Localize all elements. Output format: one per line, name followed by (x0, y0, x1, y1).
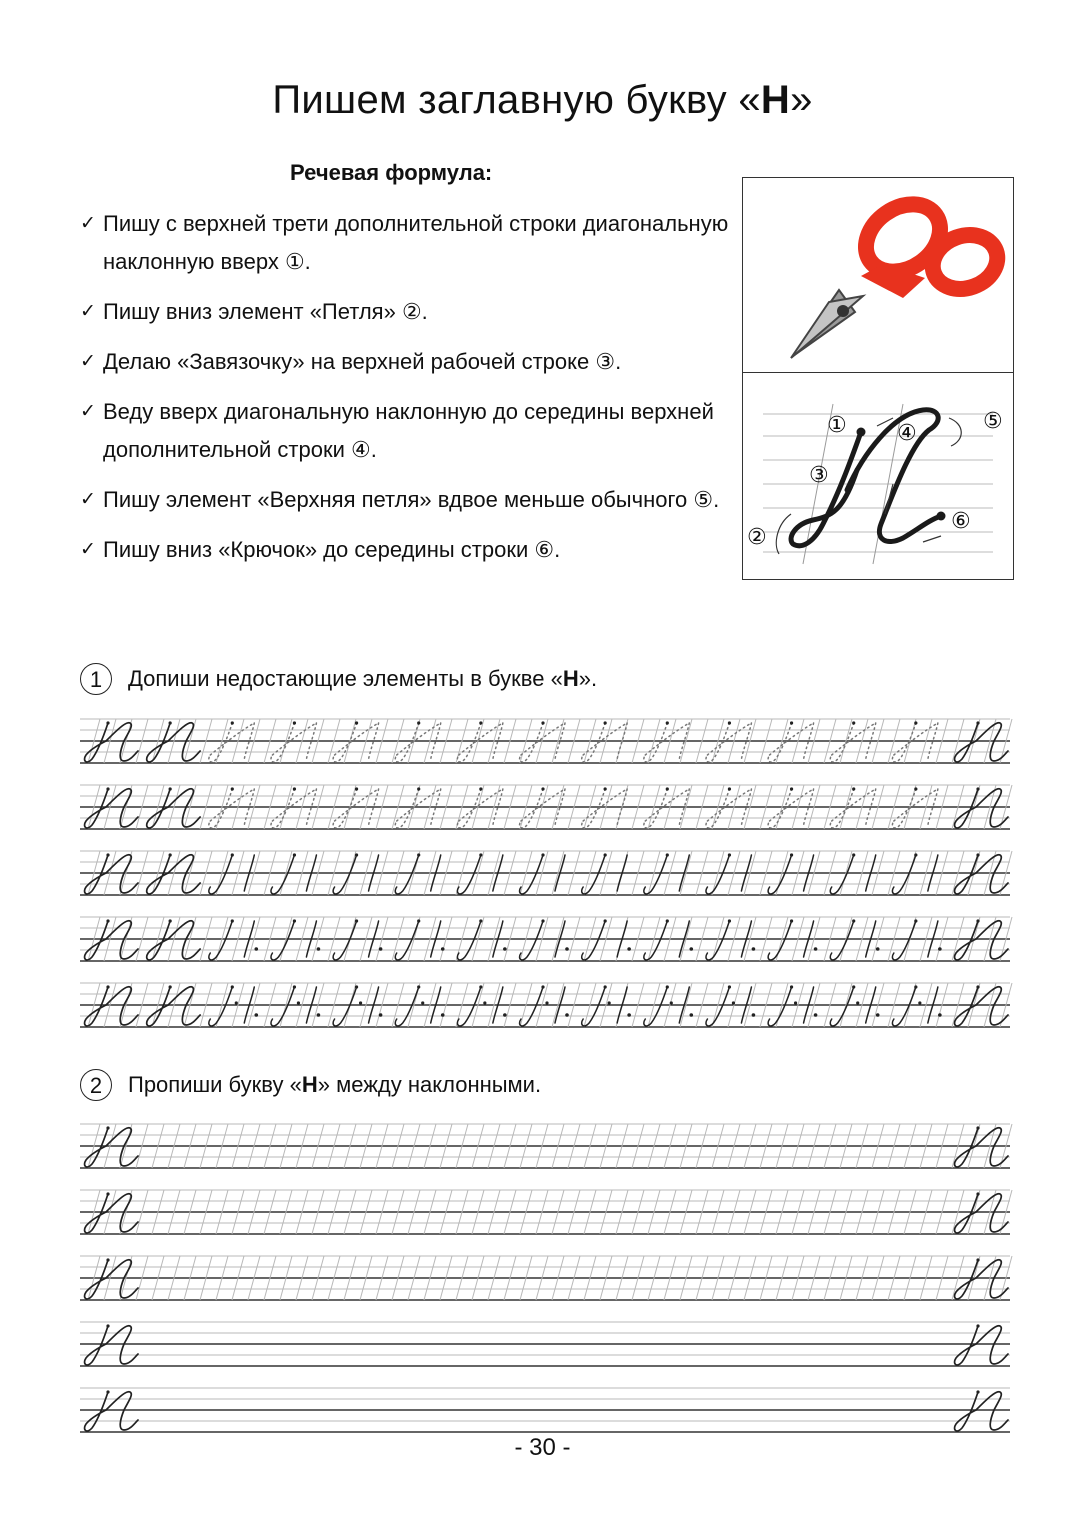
start-dot (479, 985, 482, 988)
title-letter: Н (760, 78, 791, 122)
start-dot (417, 721, 420, 724)
guide-dot (814, 1013, 818, 1017)
start-dot (231, 787, 234, 790)
start-dot (604, 919, 607, 922)
start-dot (604, 721, 607, 724)
guide-dot (441, 947, 445, 951)
task-text-suffix: » между наклонными. (317, 1072, 542, 1097)
start-dot (479, 721, 482, 724)
guide-dot (297, 1001, 300, 1004)
start-dot (852, 787, 855, 790)
guide-dot (732, 1001, 735, 1004)
start-dot (106, 919, 109, 922)
guide-dot (876, 947, 880, 951)
start-dot (790, 919, 793, 922)
start-dot (355, 721, 358, 724)
start-dot (541, 787, 544, 790)
guide-dot (254, 1013, 258, 1017)
start-dot (666, 721, 669, 724)
start-dot (293, 985, 296, 988)
guide-dot (938, 947, 942, 951)
start-dot (852, 985, 855, 988)
start-dot (976, 1126, 979, 1129)
start-dot (293, 919, 296, 922)
guide-dot (254, 947, 258, 951)
start-dot (106, 985, 109, 988)
start-dot (479, 787, 482, 790)
start-dot (293, 721, 296, 724)
start-dot (355, 985, 358, 988)
start-dot (169, 721, 172, 724)
guide-dot (379, 947, 383, 951)
guide-dot (670, 1001, 673, 1004)
start-dot (479, 919, 482, 922)
guide-dot (794, 1001, 797, 1004)
start-dot (976, 919, 979, 922)
step-marker: ③ (809, 463, 829, 488)
title-prefix: Пишем заглавную букву « (272, 78, 761, 122)
guide-dot (627, 947, 631, 951)
step-marker: ⑤ (983, 409, 1003, 434)
start-dot (914, 721, 917, 724)
start-dot (169, 853, 172, 856)
start-dot (541, 721, 544, 724)
start-dot (666, 985, 669, 988)
guide-dot (689, 947, 693, 951)
check-icon: ✓ (80, 539, 96, 560)
guide-dot (608, 1001, 611, 1004)
start-dot (976, 787, 979, 790)
guide-dot (317, 1013, 321, 1017)
start-dot (541, 853, 544, 856)
guide-dot (565, 947, 569, 951)
guide-dot (627, 1013, 631, 1017)
rule-text: Пишу вниз элемент «Петля» ②. (103, 299, 428, 324)
guide-dot (814, 947, 818, 951)
rule-text: Пишу вниз «Крючок» до середины строки ⑥. (103, 537, 561, 562)
guide-dot (918, 1001, 921, 1004)
formula-heading: Речевая формула: (290, 160, 493, 185)
start-dot (169, 787, 172, 790)
start-dot (790, 721, 793, 724)
start-dot (231, 985, 234, 988)
start-dot (106, 1192, 109, 1195)
guide-dot (545, 1001, 548, 1004)
start-dot (106, 1258, 109, 1261)
start-dot (852, 919, 855, 922)
page-number: - 30 - (514, 1434, 571, 1461)
task-number-badge: 2 (80, 1069, 112, 1101)
guide-dot (876, 1013, 880, 1017)
task-letter: Н (562, 666, 579, 691)
guide-dot (441, 1013, 445, 1017)
check-icon: ✓ (80, 301, 96, 322)
rule-text: Пишу элемент «Верхняя петля» вдвое меньше обычного ⑤. (103, 487, 720, 512)
start-dot (417, 985, 420, 988)
task-text-suffix: ». (578, 666, 598, 691)
task-letter: Н (301, 1072, 318, 1097)
step-marker: ② (747, 525, 767, 550)
task-number-badge: 1 (80, 663, 112, 695)
start-dot (790, 787, 793, 790)
check-icon: ✓ (80, 213, 96, 234)
guide-dot (856, 1001, 859, 1004)
start-dot (106, 1324, 109, 1327)
task-text-prefix: Допиши недостающие элементы в букве « (128, 666, 563, 691)
guide-dot (483, 1001, 486, 1004)
start-dot (728, 721, 731, 724)
start-dot (790, 985, 793, 988)
guide-dot (752, 1013, 756, 1017)
start-dot (914, 985, 917, 988)
start-dot (106, 1390, 109, 1393)
step-marker: ① (827, 413, 847, 438)
start-dot (417, 787, 420, 790)
start-dot (541, 985, 544, 988)
check-icon: ✓ (80, 351, 96, 372)
start-dot (666, 787, 669, 790)
guide-dot (235, 1001, 238, 1004)
start-dot (106, 1126, 109, 1129)
start-dot (106, 787, 109, 790)
rule-text: Веду вверх диагональную наклонную до середины верхней дополнительной строки ④. (103, 399, 714, 462)
start-dot (728, 853, 731, 856)
start-dot (976, 1192, 979, 1195)
step-marker: ④ (897, 421, 917, 446)
guide-dot (359, 1001, 362, 1004)
start-dot (976, 1324, 979, 1327)
start-dot (479, 853, 482, 856)
start-dot (728, 919, 731, 922)
guide-dot (689, 1013, 693, 1017)
start-dot (106, 853, 109, 856)
check-icon: ✓ (80, 489, 96, 510)
task-text-prefix: Пропиши букву « (128, 1072, 302, 1097)
guide-dot (938, 1013, 942, 1017)
start-dot (355, 787, 358, 790)
start-dot (976, 985, 979, 988)
check-icon: ✓ (80, 401, 96, 422)
start-dot (417, 853, 420, 856)
guide-dot (503, 1013, 507, 1017)
start-dot (976, 853, 979, 856)
start-dot (914, 853, 917, 856)
start-dot (976, 1390, 979, 1393)
start-dot (976, 1258, 979, 1261)
start-dot (293, 787, 296, 790)
start-dot (293, 853, 296, 856)
guide-dot (752, 947, 756, 951)
start-dot (914, 919, 917, 922)
start-dot (852, 853, 855, 856)
start-dot (231, 721, 234, 724)
start-dot (169, 919, 172, 922)
start-dot (106, 721, 109, 724)
start-dot (604, 787, 607, 790)
start-dot (604, 985, 607, 988)
start-dot (417, 919, 420, 922)
start-dot (914, 787, 917, 790)
start-dot (728, 787, 731, 790)
rule-text: Пишу с верхней трети дополнительной строки диагональную наклонную вверх ①. (103, 211, 729, 274)
start-dot (541, 919, 544, 922)
start-dot (790, 853, 793, 856)
start-dot (231, 853, 234, 856)
start-dot (231, 919, 234, 922)
step-marker: ⑥ (951, 509, 971, 534)
start-dot (666, 919, 669, 922)
start-dot (355, 853, 358, 856)
start-dot (728, 985, 731, 988)
guide-dot (503, 947, 507, 951)
start-dot (604, 853, 607, 856)
guide-dot (565, 1013, 569, 1017)
title-suffix: » (790, 78, 813, 122)
guide-dot (421, 1001, 424, 1004)
rule-text: Делаю «Завязочку» на верхней рабочей строке ③. (103, 349, 622, 374)
start-dot (169, 985, 172, 988)
guide-dot (317, 947, 321, 951)
start-dot (355, 919, 358, 922)
start-dot (976, 721, 979, 724)
start-dot (852, 721, 855, 724)
start-dot (666, 853, 669, 856)
guide-dot (379, 1013, 383, 1017)
